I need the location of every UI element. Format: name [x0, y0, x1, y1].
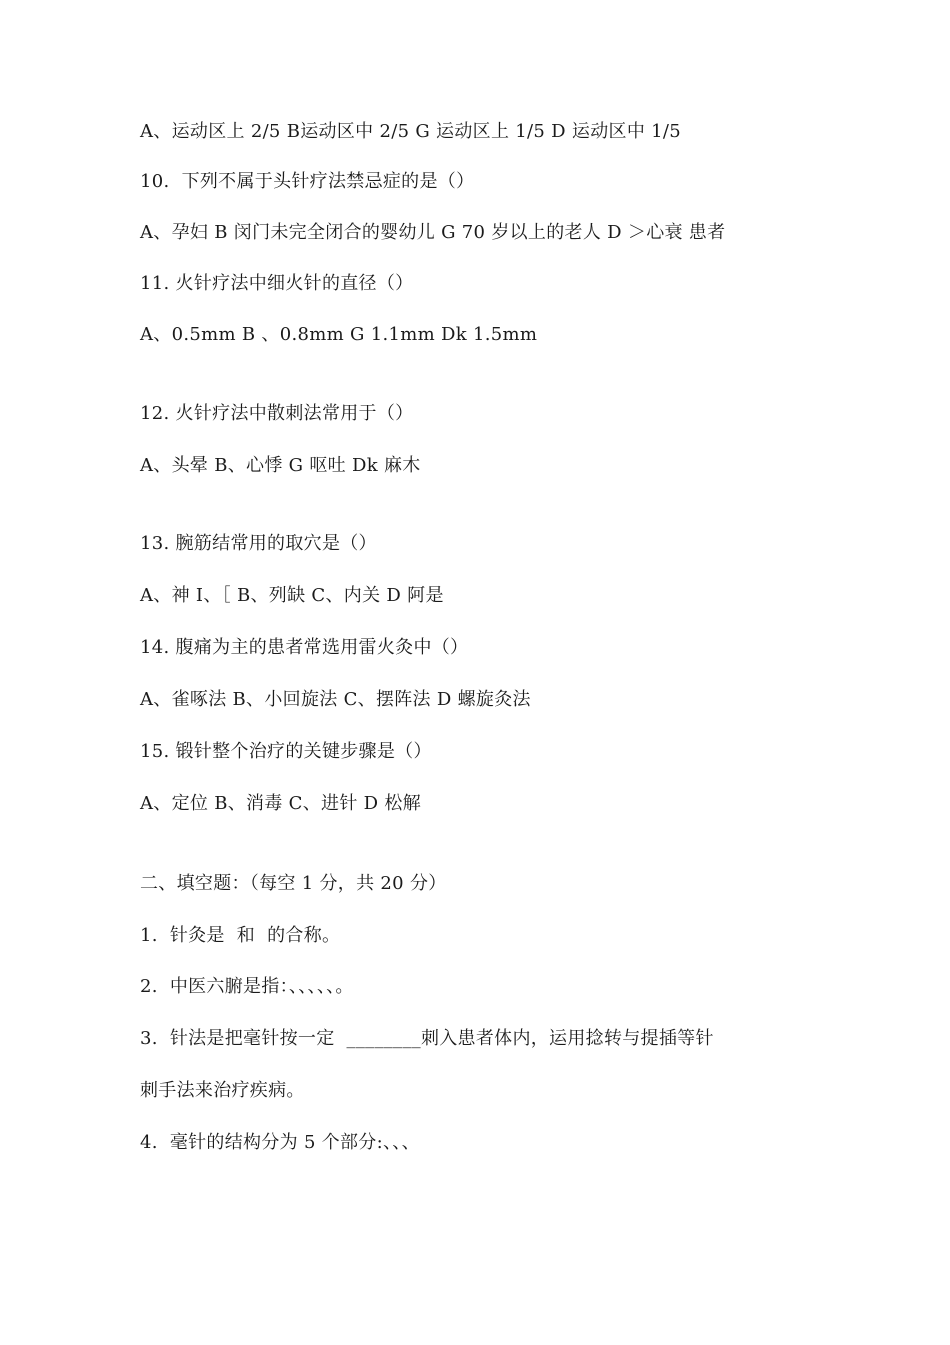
q14-question: 14. 腹痛为主的患者常选用雷火灸中（）: [140, 637, 469, 658]
fill-q1: 1. 针灸是 和 的合称。: [140, 925, 341, 946]
q12-options: A、头晕 B、心悸 G 呕吐 Dk 麻木: [140, 455, 421, 476]
q10-question: 10. 下列不属于头针疗法禁忌症的是（）: [140, 171, 475, 192]
fill-q4: 4. 毫针的结构分为 5 个部分:、、、: [140, 1132, 420, 1153]
q10-options: A、孕妇 B 闵门未完全闭合的婴幼儿 G 70 岁以上的老人 D ＞心衰 患者: [140, 222, 726, 243]
q15-question: 15. 锻针整个治疗的关键步骤是（）: [140, 741, 432, 762]
fill-q3-continued: 刺手法来治疗疾病。: [140, 1080, 305, 1101]
section-fill-in-heading: 二、填空题：（每空 1 分，共 20 分）: [140, 873, 447, 894]
q11-options: A、0.5mm B 、0.8mm G 1.1mm Dk 1.5mm: [140, 324, 538, 345]
q12-question: 12. 火针疗法中散刺法常用于（）: [140, 403, 414, 424]
q15-options: A、定位 B、消毒 C、进针 D 松解: [140, 793, 422, 814]
q11-question: 11. 火针疗法中细火针的直径（）: [140, 273, 414, 294]
q13-question: 13. 腕筋结常用的取穴是（）: [140, 533, 377, 554]
fill-q3: 3. 针法是把毫针按一定 ________刺入患者体内，运用捻转与提插等针: [140, 1028, 714, 1049]
fill-q2: 2. 中医六腑是指：、、、、、。: [140, 976, 354, 997]
q9-options: A、运动区上 2/5 B运动区中 2/5 G 运动区上 1/5 D 运动区中 1/5: [140, 121, 682, 142]
q13-options: A、神 I、［ B、列缺 C、内关 D 阿是: [140, 585, 444, 606]
q14-options: A、雀啄法 B、小回旋法 C、摆阵法 D 螺旋灸法: [140, 689, 531, 710]
